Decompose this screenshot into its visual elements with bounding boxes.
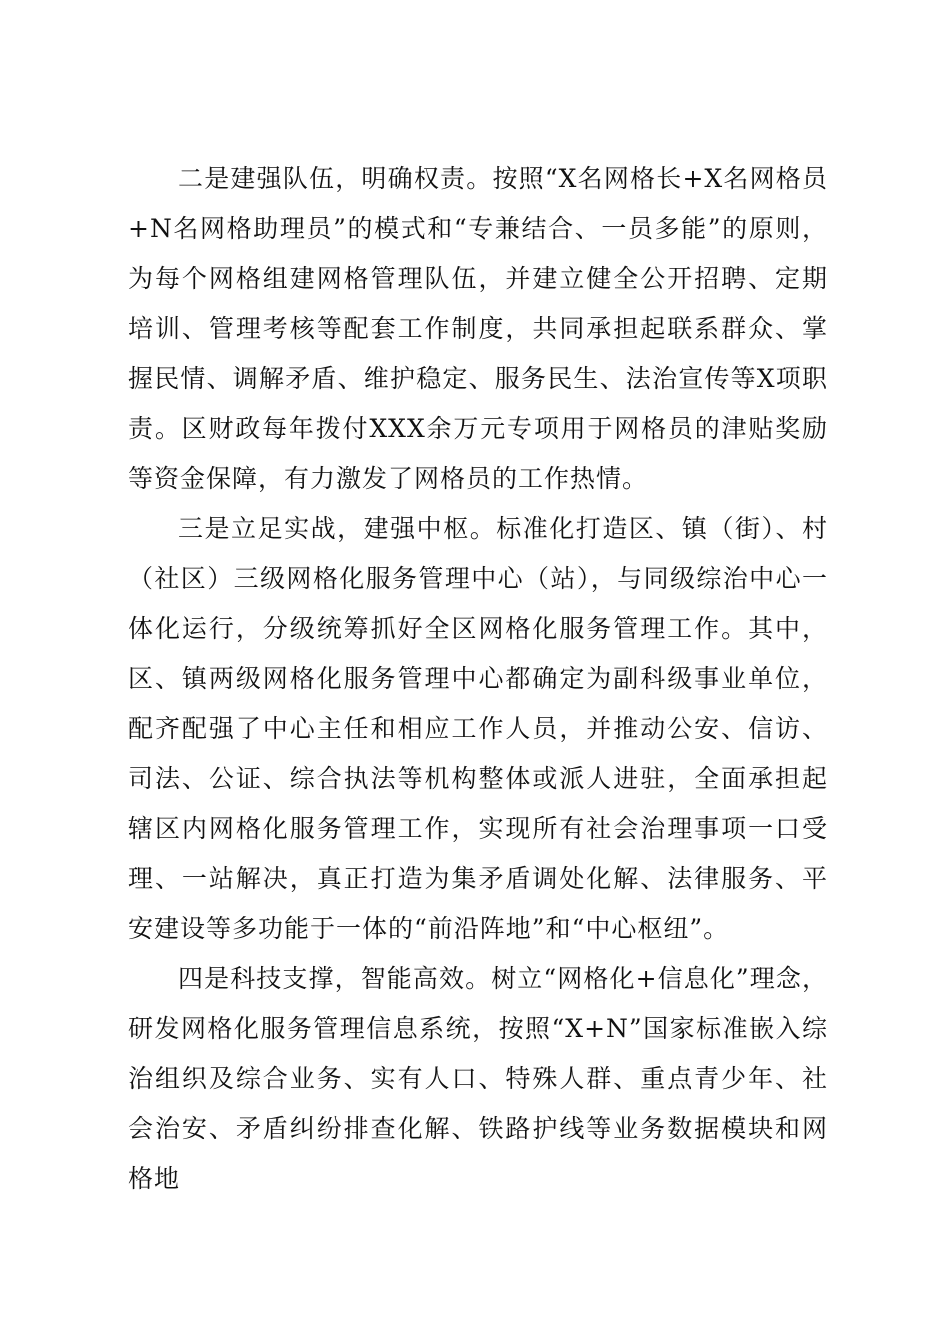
document-body <box>128 154 828 1204</box>
paragraph-central-hub: 三是立足实战，建强中枢。标准化打造区、镇（街）、村（社区）三级网格化服务管理中心（站），与同级综治中心一体化运行，分级统筹抓好全区网格化服务管理工作。其中，区、镇两级网格化服务管理中心都确定为副科级事业单位，配齐配强了中心主任和相应工作人员，并推动公安、信访、司法、公证、综合执法等机构整体或派人进驻，全面承担起辖区内网格化服务管理工作，实现所有社会治理事项一口受理、一站解决，真正打造为集矛盾调处化解、法律服务、平安建设等多功能于一体的“前沿阵地”和“中心枢纽”。 <box>128 514 828 943</box>
paragraph-tech-support: 四是科技支撑，智能高效。树立“网格化+信息化”理念，研发网格化服务管理信息系统，按照“X+N”国家标准嵌入综治组织及综合业务、实有人口、特殊人群、重点青少年、社会治安、矛盾纠纷排查化解、铁路护线等业务数据模块和网格地 <box>128 964 828 1193</box>
paragraph-team-building: 二是建强队伍，明确权责。按照“X名网格长+X名网格员+N名网格助理员”的模式和“专兼结合、一员多能”的原则，为每个网格组建网格管理队伍，并建立健全公开招聘、定期培训、管理考核等配套工作制度，共同承担起联系群众、掌握民情、调解矛盾、维护稳定、服务民生、法治宣传等X项职责。区财政每年拨付XXX余万元专项用于网格员的津贴奖励等资金保障，有力激发了网格员的工作热情。 <box>128 164 828 493</box>
